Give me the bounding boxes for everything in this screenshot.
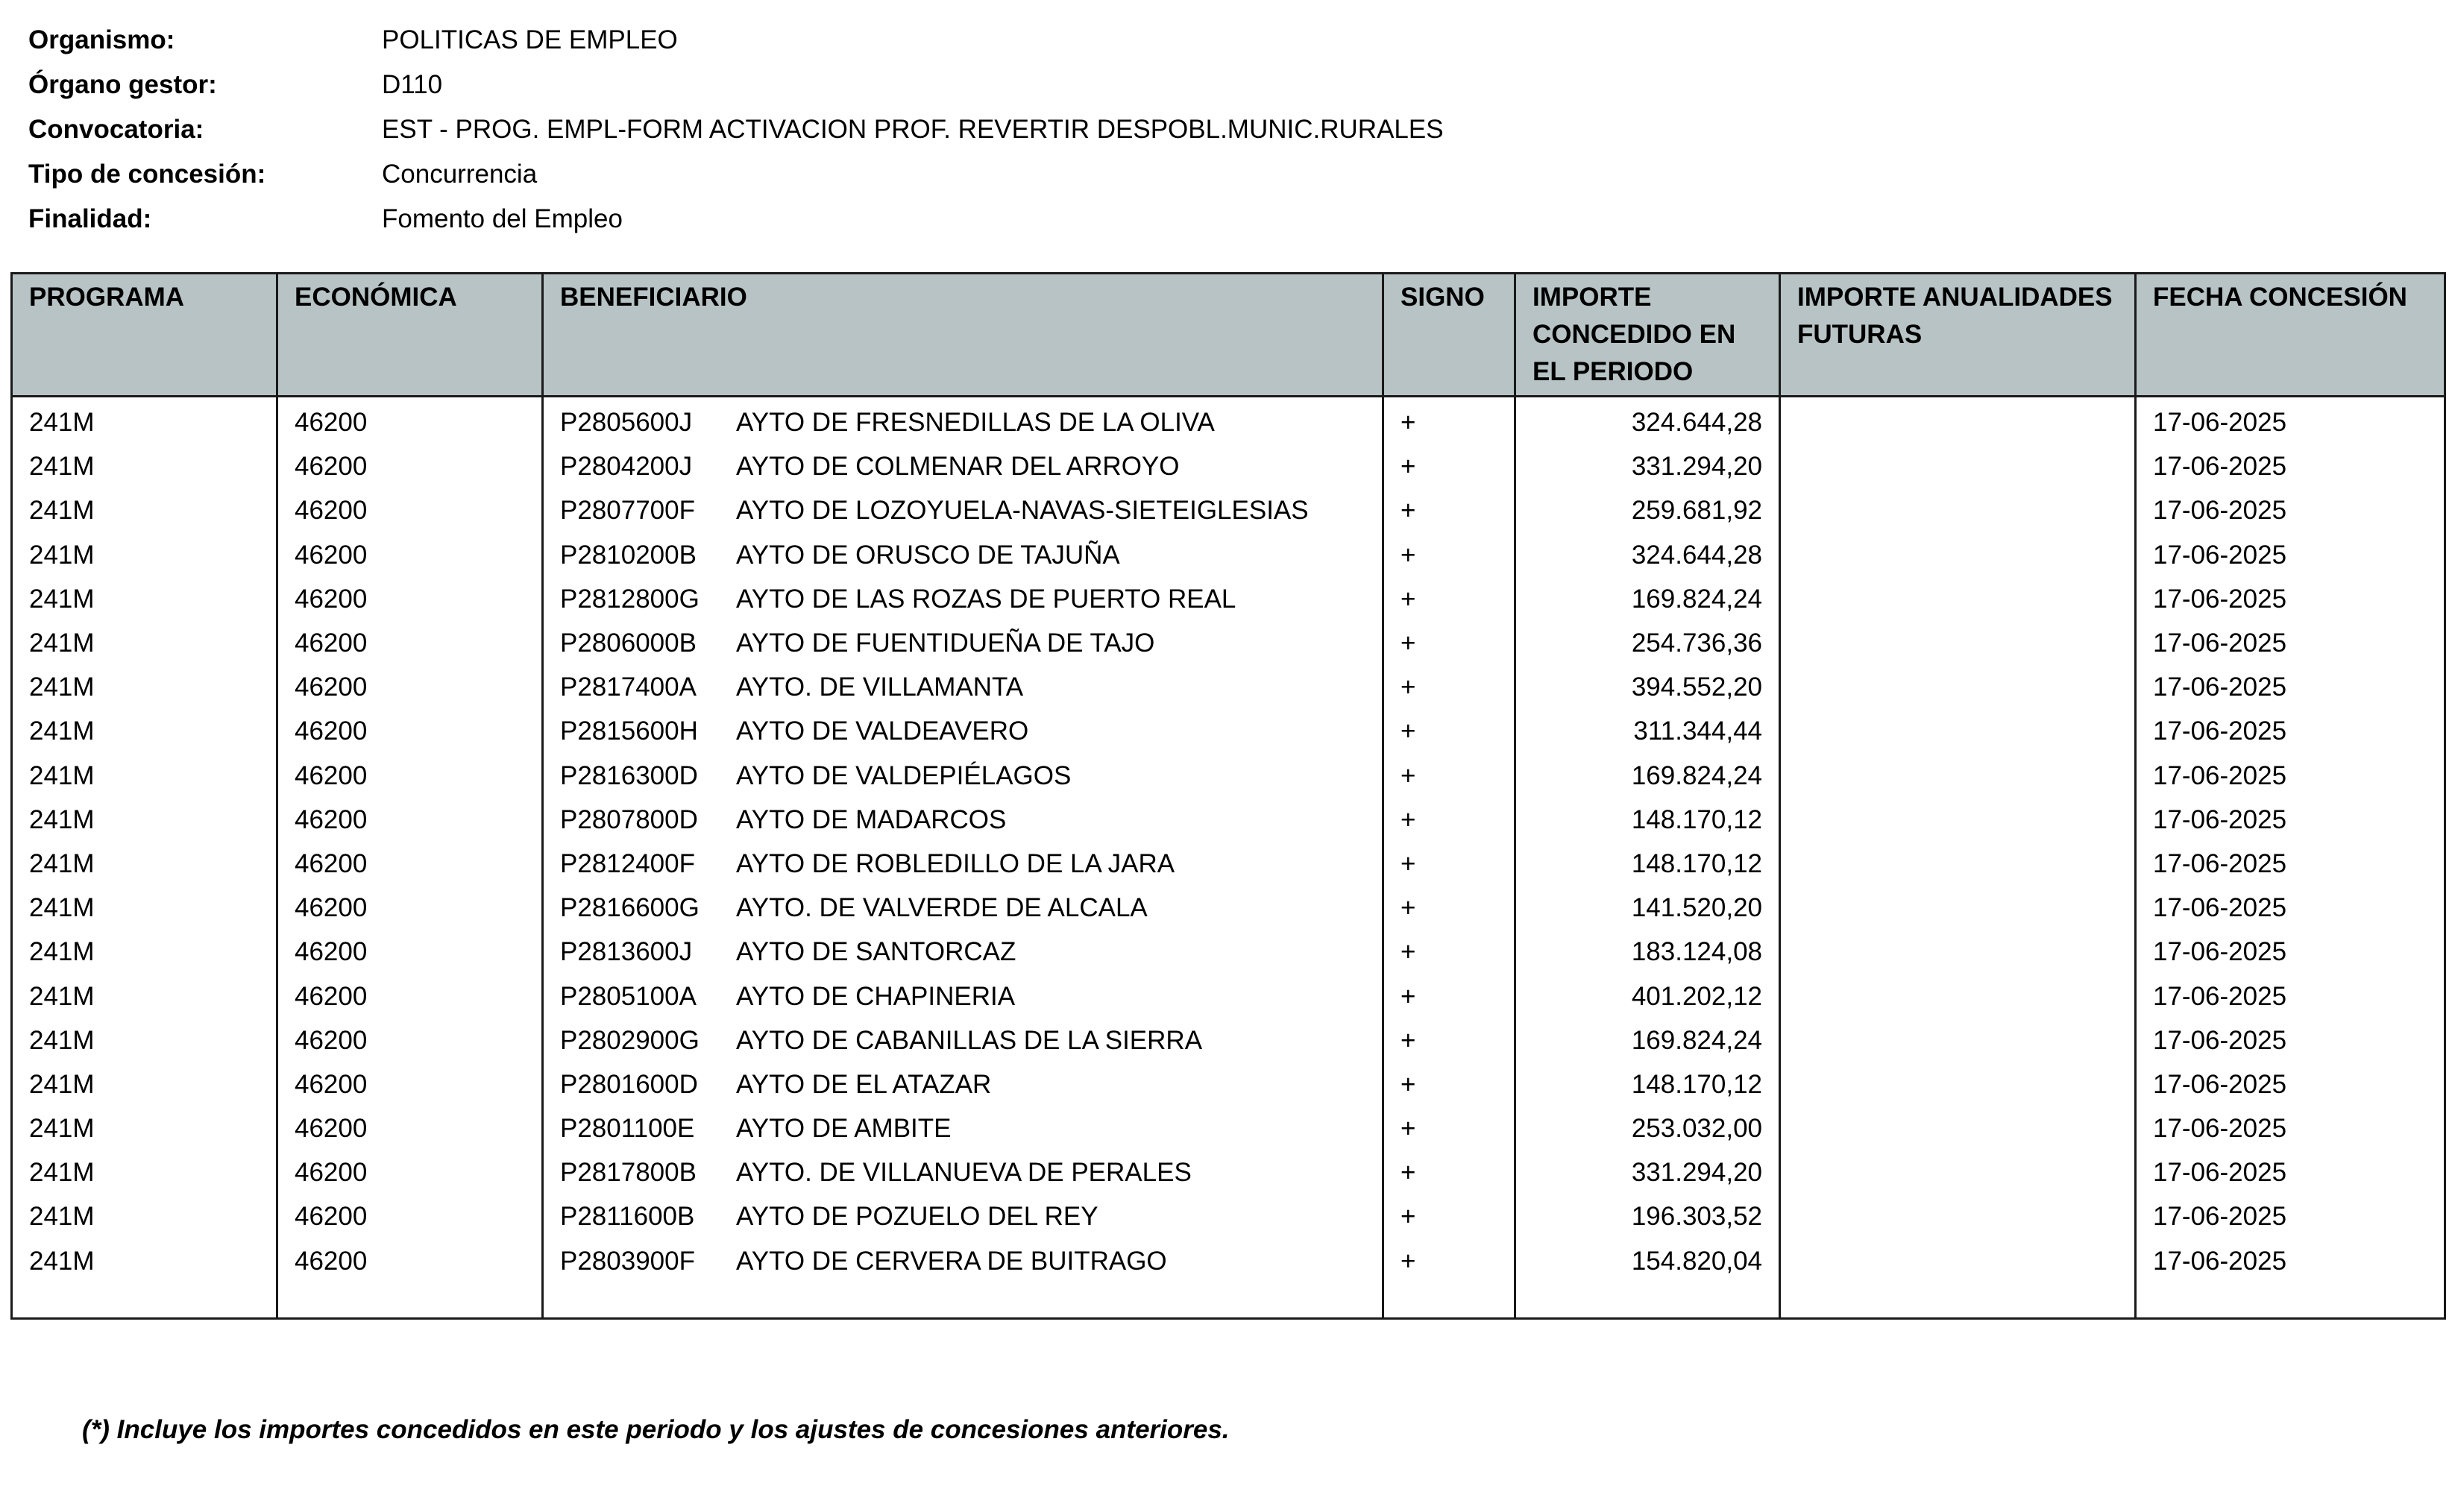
finalidad-row [28, 201, 2415, 246]
cell-importe-futuras [1780, 577, 2136, 621]
cell-beneficiario [543, 665, 1383, 709]
cell-programa: 241M [12, 665, 277, 709]
cell-importe-futuras [1780, 397, 2136, 445]
beneficiary-code: P2817400A [560, 672, 697, 702]
table-row [12, 1239, 2445, 1283]
cell-importe: 394.552,20 [1515, 665, 1780, 709]
table-row [12, 577, 2445, 621]
footnote: (*) Incluye los importes concedidos en este periodo y los ajustes de concesiones anteriores. [82, 1415, 1230, 1444]
table-row [12, 1062, 2445, 1106]
cell-importe-futuras [1780, 1150, 2136, 1194]
cell-signo: + [1383, 754, 1515, 798]
cell-beneficiario [543, 533, 1383, 577]
tipo-concesion-row [28, 157, 2415, 201]
cell-importe: 253.032,00 [1515, 1106, 1780, 1150]
cell-importe-futuras [1780, 665, 2136, 709]
convocatoria-value: EST - PROG. EMPL-FORM ACTIVACION PROF. REVERTIR DESPOBL.MUNIC.RURALES [382, 115, 1444, 144]
beneficiary-code: P2801600D [560, 1069, 698, 1099]
cell-economica: 46200 [277, 1106, 543, 1150]
table-row [12, 1018, 2445, 1062]
table-row [12, 709, 2445, 753]
cell-fecha: 17-06-2025 [2136, 1150, 2445, 1194]
cell-importe-futuras [1780, 1194, 2136, 1238]
grants-table [10, 272, 2446, 1320]
cell-importe-futuras [1780, 974, 2136, 1018]
cell-signo: + [1383, 621, 1515, 665]
beneficiary-code: P2812400F [560, 848, 695, 878]
cell-beneficiario [543, 577, 1383, 621]
cell-signo: + [1383, 974, 1515, 1018]
cell-fecha: 17-06-2025 [2136, 1106, 2445, 1150]
cell-fecha: 17-06-2025 [2136, 444, 2445, 488]
cell-beneficiario [543, 886, 1383, 930]
cell-fecha: 17-06-2025 [2136, 1239, 2445, 1283]
cell-importe: 196.303,52 [1515, 1194, 1780, 1238]
cell-programa: 241M [12, 621, 277, 665]
cell-importe-futuras [1780, 930, 2136, 974]
column-header-economica: ECONÓMICA [277, 274, 543, 397]
column-header-importe-futuras: IMPORTE ANUALIDADES FUTURAS [1780, 274, 2136, 397]
column-header-programa: PROGRAMA [12, 274, 277, 397]
cell-fecha: 17-06-2025 [2136, 533, 2445, 577]
beneficiary-code: P2816300D [560, 760, 698, 790]
organo-gestor-row [28, 67, 2415, 112]
beneficiary-name: AYTO DE LOZOYUELA-NAVAS-SIETEIGLESIAS [736, 496, 1309, 526]
organo-gestor-label: Órgano gestor: [28, 70, 217, 99]
beneficiary-code: P2807800D [560, 804, 698, 834]
table-row [12, 488, 2445, 532]
cell-programa: 241M [12, 1150, 277, 1194]
table-row [12, 930, 2445, 974]
cell-importe-futuras [1780, 709, 2136, 753]
table-row [12, 621, 2445, 665]
cell-beneficiario [543, 798, 1383, 842]
cell-economica: 46200 [277, 444, 543, 488]
table-header-row [12, 274, 2445, 397]
table-row [12, 1194, 2445, 1238]
cell-importe: 324.644,28 [1515, 397, 1780, 445]
cell-economica: 46200 [277, 1150, 543, 1194]
table-row [12, 798, 2445, 842]
cell-fecha: 17-06-2025 [2136, 397, 2445, 445]
table-row [12, 842, 2445, 886]
cell-fecha: 17-06-2025 [2136, 1194, 2445, 1238]
beneficiary-name: AYTO DE ORUSCO DE TAJUÑA [736, 540, 1120, 570]
beneficiary-name: AYTO DE CHAPINERIA [736, 981, 1016, 1011]
cell-importe-futuras [1780, 621, 2136, 665]
cell-beneficiario [543, 842, 1383, 886]
cell-programa: 241M [12, 974, 277, 1018]
cell-programa: 241M [12, 1239, 277, 1283]
cell-signo: + [1383, 1062, 1515, 1106]
beneficiary-code: P2803900F [560, 1246, 695, 1276]
column-header-signo: SIGNO [1383, 274, 1515, 397]
cell-economica: 46200 [277, 533, 543, 577]
cell-importe-futuras [1780, 798, 2136, 842]
cell-programa: 241M [12, 754, 277, 798]
cell-importe-futuras [1780, 886, 2136, 930]
cell-economica: 46200 [277, 798, 543, 842]
cell-importe: 401.202,12 [1515, 974, 1780, 1018]
cell-importe-futuras [1780, 533, 2136, 577]
beneficiary-name: AYTO DE COLMENAR DEL ARROYO [736, 452, 1180, 482]
cell-signo: + [1383, 665, 1515, 709]
beneficiary-name: AYTO. DE VILLANUEVA DE PERALES [736, 1158, 1192, 1188]
cell-importe: 169.824,24 [1515, 577, 1780, 621]
cell-beneficiario [543, 1239, 1383, 1283]
beneficiary-code: P2807700F [560, 496, 695, 526]
cell-beneficiario [543, 709, 1383, 753]
cell-signo: + [1383, 930, 1515, 974]
cell-importe: 331.294,20 [1515, 1150, 1780, 1194]
cell-economica: 46200 [277, 621, 543, 665]
document-header [28, 22, 2415, 246]
table-row [12, 444, 2445, 488]
finalidad-value: Fomento del Empleo [382, 204, 623, 233]
beneficiary-code: P2804200J [560, 452, 693, 482]
cell-economica: 46200 [277, 930, 543, 974]
table-row [12, 974, 2445, 1018]
cell-importe: 154.820,04 [1515, 1239, 1780, 1283]
cell-importe-futuras [1780, 1018, 2136, 1062]
beneficiary-code: P2815600H [560, 716, 698, 746]
cell-fecha: 17-06-2025 [2136, 665, 2445, 709]
table-row [12, 754, 2445, 798]
beneficiary-code: P2806000B [560, 629, 697, 658]
cell-signo: + [1383, 1018, 1515, 1062]
cell-importe-futuras [1780, 488, 2136, 532]
cell-importe: 331.294,20 [1515, 444, 1780, 488]
beneficiary-name: AYTO DE FUENTIDUEÑA DE TAJO [736, 629, 1155, 658]
beneficiary-name: AYTO. DE VALVERDE DE ALCALA [736, 893, 1148, 923]
beneficiary-name: AYTO DE VALDEAVERO [736, 716, 1029, 746]
cell-importe: 183.124,08 [1515, 930, 1780, 974]
cell-signo: + [1383, 1194, 1515, 1238]
cell-economica: 46200 [277, 842, 543, 886]
cell-programa: 241M [12, 1062, 277, 1106]
beneficiary-name: AYTO DE AMBITE [736, 1114, 952, 1144]
cell-programa: 241M [12, 886, 277, 930]
cell-programa: 241M [12, 1194, 277, 1238]
organo-gestor-value: D110 [382, 70, 443, 99]
organismo-value: POLITICAS DE EMPLEO [382, 25, 678, 54]
cell-beneficiario [543, 1018, 1383, 1062]
table-filler-row [12, 1283, 2445, 1319]
table-row [12, 886, 2445, 930]
cell-economica: 46200 [277, 709, 543, 753]
beneficiary-name: AYTO DE POZUELO DEL REY [736, 1202, 1098, 1232]
beneficiary-code: P2810200B [560, 540, 697, 570]
cell-economica: 46200 [277, 1062, 543, 1106]
column-header-beneficiario: BENEFICIARIO [543, 274, 1383, 397]
beneficiary-code: P2802900G [560, 1025, 700, 1055]
cell-fecha: 17-06-2025 [2136, 842, 2445, 886]
cell-programa: 241M [12, 397, 277, 445]
cell-signo: + [1383, 1106, 1515, 1150]
cell-fecha: 17-06-2025 [2136, 798, 2445, 842]
cell-economica: 46200 [277, 1018, 543, 1062]
beneficiary-code: P2805100A [560, 981, 697, 1011]
organismo-label: Organismo: [28, 25, 175, 54]
organismo-row [28, 22, 2415, 67]
cell-economica: 46200 [277, 665, 543, 709]
beneficiary-code: P2816600G [560, 893, 700, 923]
cell-importe: 148.170,12 [1515, 1062, 1780, 1106]
cell-fecha: 17-06-2025 [2136, 488, 2445, 532]
cell-programa: 241M [12, 1106, 277, 1150]
cell-beneficiario [543, 621, 1383, 665]
cell-importe: 141.520,20 [1515, 886, 1780, 930]
table-row [12, 1150, 2445, 1194]
cell-economica: 46200 [277, 397, 543, 445]
cell-importe-futuras [1780, 1106, 2136, 1150]
cell-beneficiario [543, 444, 1383, 488]
cell-beneficiario [543, 974, 1383, 1018]
beneficiary-name: AYTO DE LAS ROZAS DE PUERTO REAL [736, 584, 1236, 614]
cell-economica: 46200 [277, 1239, 543, 1283]
cell-signo: + [1383, 577, 1515, 621]
beneficiary-code: P2805600J [560, 408, 693, 438]
column-header-importe-periodo: IMPORTE CONCEDIDO EN EL PERIODO [1515, 274, 1780, 397]
cell-beneficiario [543, 1106, 1383, 1150]
tipo-concesion-value: Concurrencia [382, 160, 538, 189]
cell-importe-futuras [1780, 754, 2136, 798]
column-header-fecha: FECHA CONCESIÓN [2136, 274, 2445, 397]
beneficiary-code: P2813600J [560, 937, 693, 967]
cell-importe-futuras [1780, 842, 2136, 886]
cell-fecha: 17-06-2025 [2136, 974, 2445, 1018]
cell-beneficiario [543, 930, 1383, 974]
beneficiary-name: AYTO DE VALDEPIÉLAGOS [736, 760, 1072, 790]
cell-importe: 169.824,24 [1515, 754, 1780, 798]
cell-programa: 241M [12, 842, 277, 886]
table-row [12, 665, 2445, 709]
cell-economica: 46200 [277, 754, 543, 798]
beneficiary-code: P2817800B [560, 1158, 697, 1188]
cell-signo: + [1383, 397, 1515, 445]
cell-beneficiario [543, 754, 1383, 798]
table-row [12, 1106, 2445, 1150]
cell-signo: + [1383, 1150, 1515, 1194]
cell-fecha: 17-06-2025 [2136, 886, 2445, 930]
convocatoria-label: Convocatoria: [28, 115, 204, 144]
table-body [12, 397, 2445, 1319]
cell-fecha: 17-06-2025 [2136, 709, 2445, 753]
beneficiary-name: AYTO DE SANTORCAZ [736, 937, 1016, 967]
cell-beneficiario [543, 488, 1383, 532]
cell-fecha: 17-06-2025 [2136, 1018, 2445, 1062]
cell-importe: 324.644,28 [1515, 533, 1780, 577]
beneficiary-name: AYTO. DE VILLAMANTA [736, 672, 1024, 702]
table-row [12, 397, 2445, 445]
cell-signo: + [1383, 488, 1515, 532]
cell-importe: 254.736,36 [1515, 621, 1780, 665]
cell-importe: 311.344,44 [1515, 709, 1780, 753]
cell-programa: 241M [12, 1018, 277, 1062]
cell-beneficiario [543, 1062, 1383, 1106]
cell-beneficiario [543, 1150, 1383, 1194]
cell-importe-futuras [1780, 1239, 2136, 1283]
convocatoria-row [28, 112, 2415, 157]
cell-beneficiario [543, 397, 1383, 445]
beneficiary-name: AYTO DE MADARCOS [736, 804, 1007, 834]
cell-economica: 46200 [277, 577, 543, 621]
beneficiary-code: P2801100E [560, 1114, 695, 1144]
cell-fecha: 17-06-2025 [2136, 621, 2445, 665]
cell-economica: 46200 [277, 886, 543, 930]
cell-economica: 46200 [277, 1194, 543, 1238]
cell-signo: + [1383, 533, 1515, 577]
beneficiary-name: AYTO DE EL ATAZAR [736, 1069, 992, 1099]
cell-signo: + [1383, 1239, 1515, 1283]
cell-importe: 148.170,12 [1515, 842, 1780, 886]
beneficiary-code: P2812800G [560, 584, 700, 614]
cell-programa: 241M [12, 488, 277, 532]
cell-importe-futuras [1780, 444, 2136, 488]
cell-signo: + [1383, 886, 1515, 930]
finalidad-label: Finalidad: [28, 204, 152, 233]
cell-programa: 241M [12, 577, 277, 621]
beneficiary-code: P2811600B [560, 1202, 695, 1232]
cell-programa: 241M [12, 930, 277, 974]
cell-signo: + [1383, 798, 1515, 842]
cell-importe-futuras [1780, 1062, 2136, 1106]
cell-importe: 169.824,24 [1515, 1018, 1780, 1062]
cell-fecha: 17-06-2025 [2136, 577, 2445, 621]
cell-fecha: 17-06-2025 [2136, 930, 2445, 974]
tipo-concesion-label: Tipo de concesión: [28, 160, 266, 189]
beneficiary-name: AYTO DE CERVERA DE BUITRAGO [736, 1246, 1167, 1276]
cell-programa: 241M [12, 709, 277, 753]
beneficiary-name: AYTO DE CABANILLAS DE LA SIERRA [736, 1025, 1203, 1055]
cell-economica: 46200 [277, 974, 543, 1018]
cell-fecha: 17-06-2025 [2136, 1062, 2445, 1106]
cell-signo: + [1383, 444, 1515, 488]
table-row [12, 533, 2445, 577]
cell-beneficiario [543, 1194, 1383, 1238]
cell-signo: + [1383, 709, 1515, 753]
cell-programa: 241M [12, 533, 277, 577]
beneficiary-name: AYTO DE ROBLEDILLO DE LA JARA [736, 848, 1175, 878]
cell-programa: 241M [12, 444, 277, 488]
cell-signo: + [1383, 842, 1515, 886]
cell-programa: 241M [12, 798, 277, 842]
cell-importe: 148.170,12 [1515, 798, 1780, 842]
beneficiary-name: AYTO DE FRESNEDILLAS DE LA OLIVA [736, 408, 1215, 438]
cell-economica: 46200 [277, 488, 543, 532]
cell-importe: 259.681,92 [1515, 488, 1780, 532]
cell-fecha: 17-06-2025 [2136, 754, 2445, 798]
